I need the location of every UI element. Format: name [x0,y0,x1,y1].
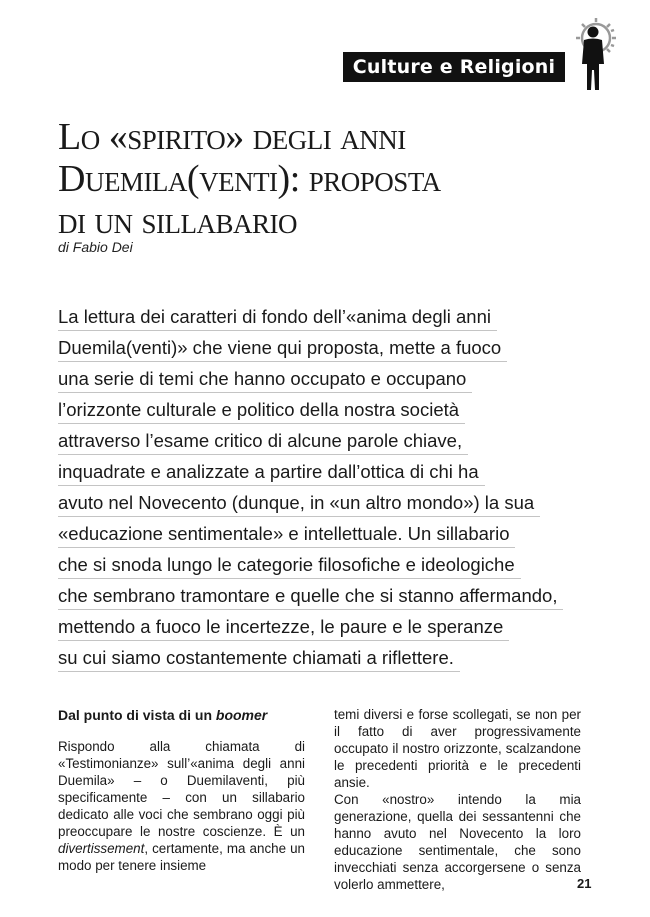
abstract-line: La lettura dei caratteri di fondo dell’«anima degli anni [58,304,497,331]
body-column-right [334,706,581,893]
abstract-line: avuto nel Novecento (dunque, in «un altro mondo») la sua [58,490,540,517]
abstract-line: che sembrano tramontare e quelle che si stanno affermando, [58,583,563,610]
title-line: Duemila(venti): proposta [58,158,441,200]
title-line: Lo «spirito» degli anni [58,116,406,158]
article-title [58,116,618,242]
body-column-left [58,706,305,874]
abstract-line: «educazione sentimentale» e intellettuale. Un sillabario [58,521,515,548]
abstract-line: mettendo a fuoco le incertezze, le paure e le speranze [58,614,509,641]
section-label: Culture e Religioni [343,52,565,82]
person-sun-icon [566,16,624,92]
title-line: di un sillabario [58,200,297,242]
abstract-line: Duemila(venti)» che viene qui proposta, mette a fuoco [58,335,507,362]
abstract-line: su cui siamo costantemente chiamati a riflettere. [58,645,460,672]
abstract-line: una serie di temi che hanno occupato e occupano [58,366,472,393]
abstract [58,304,618,676]
section-heading-italic: boomer [215,707,268,723]
body-paragraph: Rispondo alla chiamata di «Testimonianze» sull’«anima degli anni Duemila» – o Duemilaventi, più specificamente – con un sillabario dedicato alle voci che sembrano oggi più preoccupare le nostre coscienze. È un divertissement, certamente, ma anche un modo per tenere insieme [58,739,305,873]
italic-term: divertissement [58,841,145,856]
page-number: 21 [577,876,592,891]
section-heading: Dal punto di vista di un boomer [58,707,268,723]
body-paragraph: temi diversi e forse scollegati, se non per il fatto di aver progressivamente occupato il nostro orizzonte, scalzandone le precedenti priorità e le precedenti ansie. [334,707,581,790]
abstract-line: attraverso l’esame critico di alcune parole chiave, [58,428,468,455]
body-paragraph: Con «nostro» intendo la mia generazione, quella dei sessantenni che hanno avuto nel Novecento la loro educazione sentimentale, che sono invecchiati senza accorgersene o senza volerlo ammettere, [334,792,581,892]
byline: di Fabio Dei [58,239,133,255]
abstract-line: che si snoda lungo le categorie filosofiche e ideologiche [58,552,521,579]
abstract-line: inquadrate e analizzate a partire dall’ottica di chi ha [58,459,485,486]
abstract-line: l’orizzonte culturale e politico della nostra società [58,397,465,424]
